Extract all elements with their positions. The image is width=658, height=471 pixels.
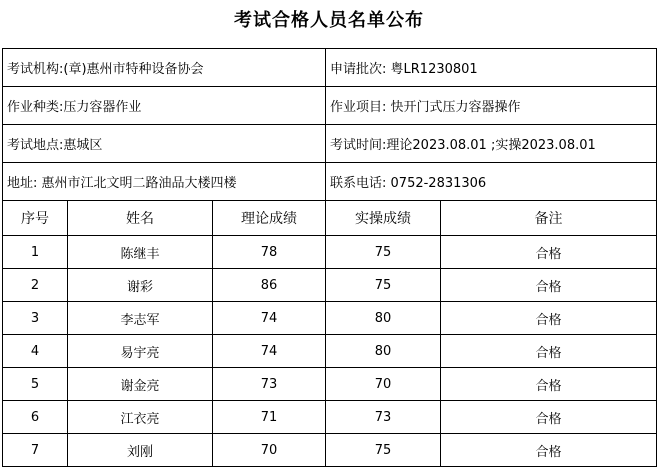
cell-theory-score: 74 — [213, 335, 326, 368]
cell-name: 刘刚 — [68, 434, 213, 467]
table-row — [3, 401, 657, 434]
info-row — [3, 87, 657, 125]
exam-time: 考试时间:理论2023.08.01 ;实操2023.08.01 — [326, 125, 657, 163]
table-row — [3, 302, 657, 335]
header-index: 序号 — [3, 201, 68, 236]
cell-theory-score: 70 — [213, 434, 326, 467]
qualified-list-table — [2, 48, 657, 467]
cell-theory-score: 71 — [213, 401, 326, 434]
info-row — [3, 125, 657, 163]
cell-practice-score: 75 — [326, 269, 441, 302]
info-row — [3, 49, 657, 87]
cell-name: 李志军 — [68, 302, 213, 335]
table-row — [3, 269, 657, 302]
header-remark: 备注 — [441, 201, 657, 236]
contact-phone: 联系电话: 0752-2831306 — [326, 163, 657, 201]
cell-index: 7 — [3, 434, 68, 467]
cell-remark: 合格 — [441, 434, 657, 467]
cell-remark: 合格 — [441, 302, 657, 335]
header-theory-score: 理论成绩 — [213, 201, 326, 236]
cell-index: 2 — [3, 269, 68, 302]
table-row — [3, 335, 657, 368]
work-category: 作业种类:压力容器作业 — [3, 87, 326, 125]
cell-index: 3 — [3, 302, 68, 335]
info-row — [3, 163, 657, 201]
table-row — [3, 368, 657, 401]
cell-name: 陈继丰 — [68, 236, 213, 269]
cell-index: 6 — [3, 401, 68, 434]
cell-theory-score: 86 — [213, 269, 326, 302]
cell-practice-score: 75 — [326, 434, 441, 467]
cell-name: 易宇亮 — [68, 335, 213, 368]
cell-practice-score: 80 — [326, 335, 441, 368]
cell-index: 4 — [3, 335, 68, 368]
cell-remark: 合格 — [441, 335, 657, 368]
cell-remark: 合格 — [441, 236, 657, 269]
exam-organization: 考试机构:(章)惠州市特种设备协会 — [3, 49, 326, 87]
cell-remark: 合格 — [441, 269, 657, 302]
cell-theory-score: 73 — [213, 368, 326, 401]
cell-theory-score: 74 — [213, 302, 326, 335]
cell-index: 5 — [3, 368, 68, 401]
cell-theory-score: 78 — [213, 236, 326, 269]
header-name: 姓名 — [68, 201, 213, 236]
cell-practice-score: 80 — [326, 302, 441, 335]
cell-name: 江衣亮 — [68, 401, 213, 434]
cell-practice-score: 70 — [326, 368, 441, 401]
table-row — [3, 236, 657, 269]
cell-name: 谢金亮 — [68, 368, 213, 401]
cell-index: 1 — [3, 236, 68, 269]
page-title: 考试合格人员名单公布 — [234, 10, 424, 31]
address: 地址: 惠州市江北文明二路油品大楼四楼 — [3, 163, 326, 201]
header-practice-score: 实操成绩 — [326, 201, 441, 236]
table-row — [3, 434, 657, 467]
work-item: 作业项目: 快开门式压力容器操作 — [326, 87, 657, 125]
exam-location: 考试地点:惠城区 — [3, 125, 326, 163]
table-header-row — [3, 201, 657, 236]
cell-practice-score: 73 — [326, 401, 441, 434]
cell-remark: 合格 — [441, 401, 657, 434]
application-batch: 申请批次: 粤LR1230801 — [326, 49, 657, 87]
cell-name: 谢彩 — [68, 269, 213, 302]
cell-practice-score: 75 — [326, 236, 441, 269]
cell-remark: 合格 — [441, 368, 657, 401]
